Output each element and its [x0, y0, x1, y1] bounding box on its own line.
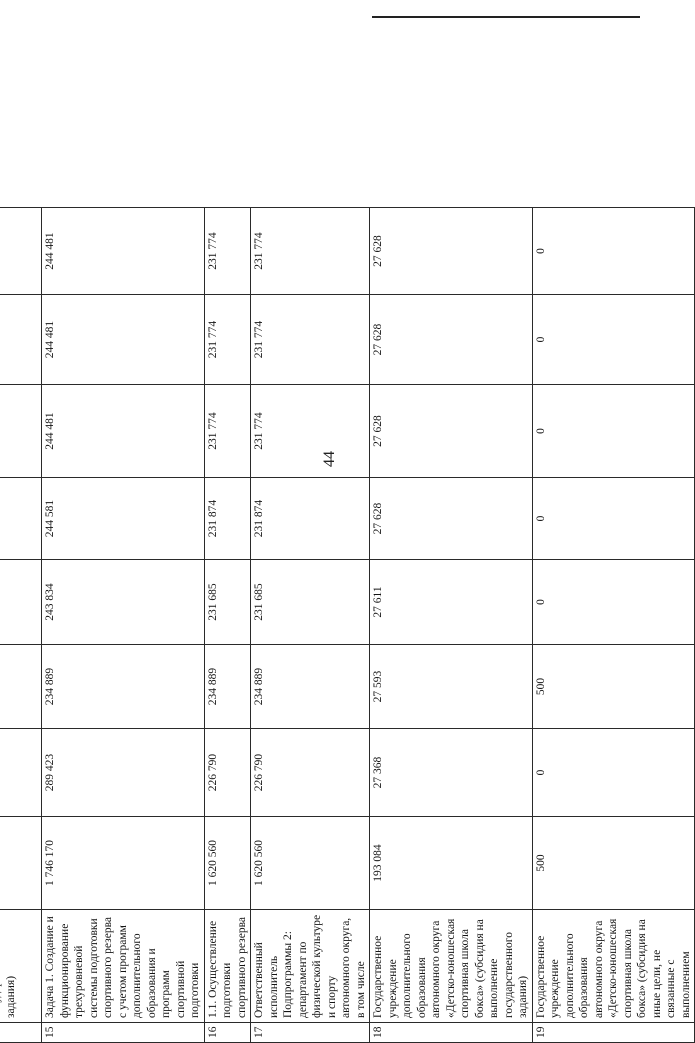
- cell-c6: 243 834: [41, 559, 204, 644]
- row-name: Государственное учреждение дополнительного образования автономного округа «Детско-юношеская спортивная школа бокса» (субсидия на выполнение государственного задания): [369, 909, 532, 1022]
- row-number: [0, 1022, 41, 1042]
- cell-c8: 231 774: [250, 384, 369, 477]
- cell-c3: 1 620 560: [204, 816, 251, 909]
- cell-c10: 27 628: [369, 207, 532, 294]
- cell-c3: 1 746 170: [41, 816, 204, 909]
- cell-c6: 27 611: [369, 559, 532, 644]
- budget-table: [0, 207, 695, 1043]
- table-row: [532, 207, 695, 1042]
- row-number: 19: [532, 1022, 695, 1042]
- row-number: 15: [41, 1022, 204, 1042]
- table-row: [369, 207, 532, 1042]
- cell-c10: 244 481: [41, 207, 204, 294]
- row-name: Государственное учреждение дополнительного образования автономного округа «Детско-юношеская спортивная школа бокса» (субсидия на иные цели, не связанные с выполнением: [532, 909, 695, 1022]
- cell-c7: 231 874: [250, 477, 369, 559]
- page-number: 44: [321, 451, 338, 467]
- cell-c4: 0: [532, 728, 695, 816]
- cell-c8: 231 774: [204, 384, 251, 477]
- cell-c5: 234 889: [41, 644, 204, 728]
- cell-c10: [0, 207, 41, 294]
- cell-c8: 244 481: [41, 384, 204, 477]
- row-number: 17: [250, 1022, 369, 1042]
- cell-c5: 234 889: [204, 644, 251, 728]
- cell-c7: 231 874: [204, 477, 251, 559]
- cell-c8: [0, 384, 41, 477]
- cell-c8: 27 628: [369, 384, 532, 477]
- cell-c5: 500: [532, 644, 695, 728]
- cell-c4: [0, 728, 41, 816]
- cell-c6: 0: [532, 559, 695, 644]
- table-row: [41, 207, 204, 1042]
- cell-c5: [0, 644, 41, 728]
- row-number: 18: [369, 1022, 532, 1042]
- cell-c10: 231 774: [250, 207, 369, 294]
- cell-c5: 234 889: [250, 644, 369, 728]
- cell-c9: 231 774: [250, 294, 369, 384]
- cell-c9: 231 774: [204, 294, 251, 384]
- document-table-frame: [4, 55, 691, 1038]
- cell-c3: 1 620 560: [250, 816, 369, 909]
- cell-c4: 226 790: [204, 728, 251, 816]
- cell-c3: 500: [532, 816, 695, 909]
- row-name: задания): [0, 909, 41, 1022]
- cell-c7: 0: [532, 477, 695, 559]
- top-right-rule: [372, 16, 640, 18]
- cell-c6: 231 685: [204, 559, 251, 644]
- row-number: 16: [204, 1022, 251, 1042]
- cell-c9: [0, 294, 41, 384]
- cell-c5: 27 593: [369, 644, 532, 728]
- cell-c9: 244 481: [41, 294, 204, 384]
- cell-c10: 0: [532, 207, 695, 294]
- cell-c6: [0, 559, 41, 644]
- cell-c10: 231 774: [204, 207, 251, 294]
- cell-c3: 193 084: [369, 816, 532, 909]
- table-row: [204, 207, 251, 1042]
- cell-c9: 0: [532, 294, 695, 384]
- row-name: Ответственный исполнитель Подпрограммы 2: департамент по физической культуре и спорту автономного округа, в том числе: [250, 909, 369, 1022]
- row-name: Задача 1. Создание и функционирование трехуровневой системы подготовки спортивного резерва с учетом программ дополнительного образования и программ спортивной подготовки: [41, 909, 204, 1022]
- table-row: [0, 207, 41, 1042]
- cell-c9: 27 628: [369, 294, 532, 384]
- cell-c4: 226 790: [250, 728, 369, 816]
- cell-c3: [0, 816, 41, 909]
- cell-c7: 27 628: [369, 477, 532, 559]
- cell-c7: 244 581: [41, 477, 204, 559]
- cell-c6: 231 685: [250, 559, 369, 644]
- row-name: 1.1. Осуществление подготовки спортивного резерва: [204, 909, 251, 1022]
- cell-c8: 0: [532, 384, 695, 477]
- cell-c7: [0, 477, 41, 559]
- cell-c4: 27 368: [369, 728, 532, 816]
- table-row: [250, 207, 369, 1042]
- cell-c4: 289 423: [41, 728, 204, 816]
